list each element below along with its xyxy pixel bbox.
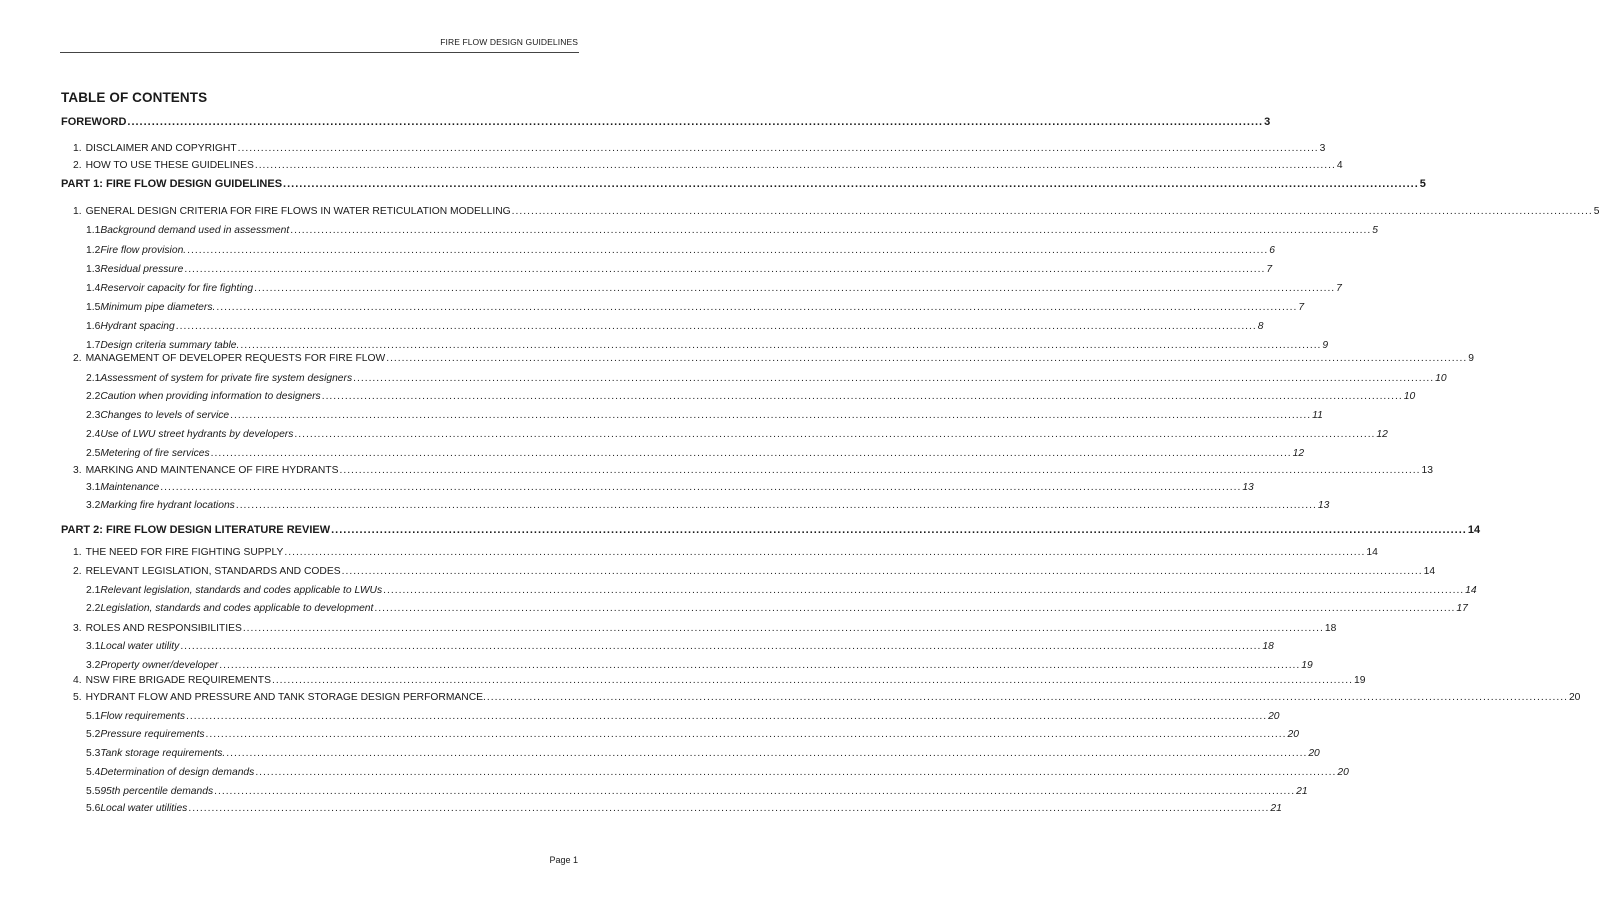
toc-entry-number: 1.7 xyxy=(86,340,101,351)
toc-entry-title: HOW TO USE THESE GUIDELINES xyxy=(85,160,254,171)
toc-entry-number: 5.5 xyxy=(86,786,101,797)
toc-entry[interactable] xyxy=(73,623,1337,641)
toc-entry[interactable] xyxy=(86,283,1342,301)
dot-leader xyxy=(290,225,1371,236)
toc-entry-page: 13 xyxy=(1242,482,1254,493)
dot-leader xyxy=(294,429,1375,440)
toc-entry-page: 13 xyxy=(1421,465,1433,476)
toc-entry-number: 1. xyxy=(73,547,82,558)
toc-entry[interactable] xyxy=(61,178,1426,196)
dot-leader xyxy=(255,767,1336,778)
toc-entry[interactable] xyxy=(61,524,1481,542)
dot-leader xyxy=(188,803,1269,814)
toc-entry-number: 1.5 xyxy=(86,302,101,313)
toc-entry-page: 5 xyxy=(1372,225,1378,236)
toc-entry-page: 14 xyxy=(1423,566,1436,577)
toc-entry-page: 12 xyxy=(1292,448,1305,459)
toc-entry-page: 20 xyxy=(1337,767,1349,778)
dot-leader xyxy=(255,160,1336,171)
dot-leader xyxy=(176,321,1257,332)
toc-entry-number: 5.6 xyxy=(86,803,101,814)
toc-entry[interactable] xyxy=(86,500,1330,518)
toc-entry-title: Changes to levels of service xyxy=(100,410,230,421)
toc-entry[interactable] xyxy=(73,547,1378,565)
toc-entry-number: 3.2 xyxy=(86,500,101,511)
toc-entry[interactable] xyxy=(73,206,1599,224)
toc-entry-title: Flow requirements xyxy=(100,711,186,722)
toc-entry-number: 2. xyxy=(73,160,82,171)
dot-leader xyxy=(512,206,1593,217)
toc-entry-title: Relevant legislation, standards and codes applicable to LWUs xyxy=(100,585,383,596)
dot-leader xyxy=(186,711,1267,722)
dot-leader xyxy=(339,465,1420,476)
toc-entry-number: 1.4 xyxy=(86,283,101,294)
toc-entry-title: Determination of design demands xyxy=(100,767,255,778)
toc-entry[interactable] xyxy=(73,465,1433,483)
dot-leader xyxy=(374,603,1455,614)
toc-entry[interactable] xyxy=(86,803,1282,821)
dot-leader xyxy=(214,786,1295,797)
toc-entry-title: Property owner/developer xyxy=(100,660,219,671)
toc-entry-title: ROLES AND RESPONSIBILITIES xyxy=(85,623,242,634)
toc-entry-page: 20 xyxy=(1287,729,1299,740)
toc-entry[interactable] xyxy=(86,729,1299,747)
toc-entry-title: Design criteria summary table. xyxy=(100,340,240,351)
toc-entry-number: 1.2 xyxy=(86,245,101,256)
toc-entry-title: Local water utilities xyxy=(100,803,188,814)
toc-entry-title: Metering of fire services xyxy=(100,448,210,459)
toc-entry-page: 10 xyxy=(1435,373,1447,384)
dot-leader xyxy=(383,585,1464,596)
dot-leader xyxy=(230,410,1311,421)
toc-entry-title: Tank storage requirements. xyxy=(100,748,226,759)
toc-entry-number: 1. xyxy=(73,206,82,217)
toc-entry[interactable] xyxy=(86,245,1275,263)
toc-entry-number: 5.1 xyxy=(86,711,101,722)
toc-entry-number: 3. xyxy=(73,465,82,476)
toc-entry-page: 13 xyxy=(1317,500,1330,511)
toc-entry[interactable] xyxy=(86,786,1308,804)
toc-entry[interactable] xyxy=(86,373,1447,391)
toc-entry-page: 14 xyxy=(1366,547,1378,558)
toc-entry-title: Background demand used in assessment xyxy=(100,225,290,236)
toc-entry[interactable] xyxy=(86,748,1320,766)
toc-title: TABLE OF CONTENTS xyxy=(61,90,208,105)
toc-entry-page: 12 xyxy=(1376,429,1388,440)
toc-entry[interactable] xyxy=(86,603,1468,621)
toc-entry-title: Minimum pipe diameters. xyxy=(100,302,216,313)
toc-entry-title: Hydrant spacing xyxy=(100,321,175,332)
toc-entry-page: 3 xyxy=(1264,116,1271,128)
dot-leader xyxy=(342,566,1423,577)
dot-leader xyxy=(322,391,1403,402)
toc-entry-page: 20 xyxy=(1268,711,1280,722)
toc-entry-number: 1.6 xyxy=(86,321,101,332)
toc-entry-number: 2.5 xyxy=(86,448,101,459)
toc-entry-number: 5.4 xyxy=(86,767,101,778)
toc-entry[interactable] xyxy=(61,116,1271,134)
dot-leader xyxy=(284,547,1365,558)
toc-entry-number: 5.2 xyxy=(86,729,101,740)
toc-entry-page: 18 xyxy=(1262,641,1274,652)
toc-entry-number: 3. xyxy=(73,623,82,634)
dot-leader xyxy=(216,302,1297,313)
toc-entry-title: Residual pressure xyxy=(100,264,184,275)
toc-entry-number: 2. xyxy=(73,566,82,577)
toc-entry-title: NSW FIRE BRIGADE REQUIREMENTS xyxy=(85,675,271,686)
toc-entry-title: THE NEED FOR FIRE FIGHTING SUPPLY xyxy=(85,547,284,558)
toc-entry-number: 1. xyxy=(73,143,82,154)
toc-entry-page: 21 xyxy=(1296,786,1308,797)
toc-entry-page: 19 xyxy=(1301,660,1313,671)
dot-leader xyxy=(254,283,1335,294)
toc-entry-title: DISCLAIMER AND COPYRIGHT xyxy=(85,143,237,154)
toc-entry-number: 2.1 xyxy=(86,585,101,596)
toc-entry-page: 8 xyxy=(1257,321,1264,332)
toc-entry-title: RELEVANT LEGISLATION, STANDARDS AND CODES xyxy=(85,566,341,577)
toc-entry-number: 1.1 xyxy=(86,225,101,236)
toc-entry-title: PART 2: FIRE FLOW DESIGN LITERATURE REVIEW xyxy=(61,524,331,536)
dot-leader xyxy=(272,675,1353,686)
toc-entry-title: Assessment of system for private fire system designers xyxy=(100,373,353,384)
dot-leader xyxy=(236,500,1317,511)
toc-entry-number: 3.2 xyxy=(86,660,101,671)
toc-entry[interactable] xyxy=(73,566,1436,584)
toc-entry-number: 2.2 xyxy=(86,391,101,402)
toc-entry-page: 18 xyxy=(1324,623,1337,634)
toc-entry[interactable] xyxy=(73,160,1343,178)
toc-entry[interactable] xyxy=(86,302,1305,320)
toc-entry-page: 21 xyxy=(1270,803,1282,814)
toc-entry[interactable] xyxy=(73,353,1474,371)
toc-entry-number: 4. xyxy=(73,675,82,686)
toc-entry-title: GENERAL DESIGN CRITERIA FOR FIRE FLOWS IN WATER RETICULATION MODELLING xyxy=(85,206,511,217)
toc-entry-title: 95th percentile demands xyxy=(100,786,214,797)
dot-leader xyxy=(187,245,1268,256)
toc-entry-title: Legislation, standards and codes applicable to development xyxy=(100,603,374,614)
dot-leader xyxy=(283,178,1419,190)
toc-entry-page: 14 xyxy=(1465,585,1477,596)
toc-entry-page: 10 xyxy=(1403,391,1416,402)
toc-entry-number: 2. xyxy=(73,353,82,364)
toc-entry-title: Maintenance xyxy=(100,482,160,493)
toc-entry-title: Local water utility xyxy=(100,641,180,652)
dot-leader xyxy=(226,748,1307,759)
toc-entry-title: MANAGEMENT OF DEVELOPER REQUESTS FOR FIRE FLOW xyxy=(85,353,386,364)
dot-leader xyxy=(386,353,1467,364)
toc-entry[interactable] xyxy=(86,321,1264,339)
dot-leader xyxy=(211,448,1292,459)
toc-entry-page: 3 xyxy=(1319,143,1326,154)
toc-entry-page: 11 xyxy=(1312,410,1323,421)
toc-entry-page: 6 xyxy=(1269,245,1275,256)
dot-leader xyxy=(353,373,1434,384)
toc-entry[interactable] xyxy=(86,429,1388,447)
toc-entry[interactable] xyxy=(86,391,1416,409)
dot-leader xyxy=(487,692,1568,703)
toc-entry[interactable] xyxy=(73,143,1326,161)
toc-entry-title: Reservoir capacity for fire fighting xyxy=(100,283,254,294)
toc-entry-number: 3.1 xyxy=(86,641,101,652)
toc-entry-number: 1.3 xyxy=(86,264,101,275)
dot-leader xyxy=(205,729,1286,740)
dot-leader xyxy=(180,641,1261,652)
toc-entry-page: 20 xyxy=(1308,748,1320,759)
toc-entry[interactable] xyxy=(86,410,1323,428)
toc-entry-page: 7 xyxy=(1336,283,1342,294)
toc-entry[interactable] xyxy=(86,585,1477,603)
toc-entry-number: 3.1 xyxy=(86,482,101,493)
toc-entry-page: 17 xyxy=(1456,603,1468,614)
toc-entry-page: 9 xyxy=(1322,340,1329,351)
toc-entry-number: 2.4 xyxy=(86,429,101,440)
dot-leader xyxy=(238,143,1319,154)
toc-entry-page: 7 xyxy=(1298,302,1305,313)
toc-entry-number: 2.2 xyxy=(86,603,101,614)
dot-leader xyxy=(127,116,1263,128)
toc-entry-title: PART 1: FIRE FLOW DESIGN GUIDELINES xyxy=(61,178,283,190)
dot-leader xyxy=(219,660,1300,671)
running-header: FIRE FLOW DESIGN GUIDELINES xyxy=(440,37,578,47)
toc-entry[interactable] xyxy=(86,482,1254,500)
dot-leader xyxy=(243,623,1324,634)
toc-entry[interactable] xyxy=(86,264,1273,282)
dot-leader xyxy=(331,524,1467,536)
page-number: Page 1 xyxy=(549,855,578,865)
toc-entry-title: Pressure requirements xyxy=(100,729,205,740)
toc-entry-page: 5 xyxy=(1593,206,1599,217)
toc-entry-page: 5 xyxy=(1419,178,1426,190)
toc-entry-number: 5. xyxy=(73,692,82,703)
toc-entry-page: 4 xyxy=(1336,160,1343,171)
toc-entry[interactable] xyxy=(73,675,1366,693)
toc-entry-page: 14 xyxy=(1467,524,1481,536)
toc-entry-title: HYDRANT FLOW AND PRESSURE AND TANK STORAGE DESIGN PERFORMANCE. xyxy=(85,692,486,703)
toc-entry[interactable] xyxy=(73,692,1581,710)
toc-entry[interactable] xyxy=(86,225,1378,243)
toc-entry-number: 2.1 xyxy=(86,373,101,384)
toc-entry-page: 7 xyxy=(1266,264,1273,275)
dot-leader xyxy=(240,340,1321,351)
toc-entry-number: 2.3 xyxy=(86,410,101,421)
toc-entry-title: MARKING AND MAINTENANCE OF FIRE HYDRANTS xyxy=(85,465,339,476)
toc-entry-title: Caution when providing information to designers xyxy=(100,391,321,402)
toc-entry[interactable] xyxy=(86,767,1349,785)
toc-entry-title: FOREWORD xyxy=(61,116,127,128)
toc-entry-title: Marking fire hydrant locations xyxy=(100,500,235,511)
toc-entry[interactable] xyxy=(86,641,1274,659)
toc-entry-title: Fire flow provision. xyxy=(100,245,187,256)
toc-entry-number: 5.3 xyxy=(86,748,101,759)
dot-leader xyxy=(160,482,1241,493)
toc-entry-page: 19 xyxy=(1353,675,1366,686)
dot-leader xyxy=(184,264,1265,275)
toc-entry-title: Use of LWU street hydrants by developers xyxy=(100,429,294,440)
toc-entry[interactable] xyxy=(86,448,1305,466)
toc-entry-page: 20 xyxy=(1568,692,1581,703)
toc-entry-page: 9 xyxy=(1468,353,1474,364)
toc-entry[interactable] xyxy=(86,711,1280,729)
